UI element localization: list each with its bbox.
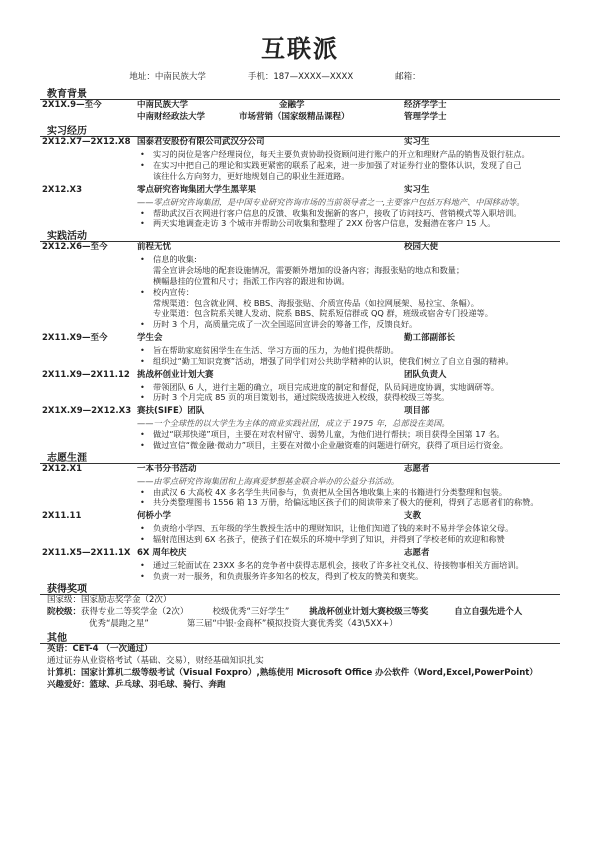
- major: 市场营销（国家级精品课程）: [239, 112, 350, 123]
- others-list: [40, 644, 560, 692]
- list-item: 常规渠道：包含就业网、校 BBS、海报张贴、介质宣传品（如拉网展架、易拉宝、条幅）。: [153, 297, 479, 308]
- activity-row: [42, 242, 560, 254]
- organization: 前程无忧: [137, 242, 172, 253]
- list-item: • 通过三轮面试在 23XX 多名的竞争者中获得志愿机会，接收了许多社交礼仪、待接物事相关方面培训。: [40, 560, 560, 571]
- school: 中南财经政法大学: [137, 112, 206, 123]
- award-national: 国家级：国家励志奖学金（2次）: [47, 594, 172, 605]
- activity-row: [42, 333, 560, 345]
- organization: 学生会: [137, 332, 163, 343]
- school: 中南民族大学: [137, 100, 189, 111]
- organization: 何桥小学: [137, 511, 172, 522]
- volunteer-row: [42, 548, 560, 560]
- education-row-2: [42, 112, 560, 124]
- email: 邮箱：: [395, 72, 421, 82]
- degree: 经济学学士: [404, 100, 447, 111]
- list-item: • 负责一对一服务，和负责服务许多知名的校友，得到了校友的赞美和褒奖。: [40, 571, 560, 582]
- section-title: 其他: [47, 631, 560, 644]
- section-title: 实践活动: [47, 229, 560, 242]
- organization: 零点研究咨询集团大学生黑苹果: [137, 184, 257, 195]
- award-school-label: 院校级：: [47, 606, 82, 617]
- list-item: • 做过“联邦快递”项目，主要在对农村留守、弱势儿童，为他们进行帮扶；项目获得全国第 17 名。: [40, 429, 560, 440]
- education-row-1: [42, 100, 560, 112]
- english-level: 英语：CET-4 （一次通过）: [47, 643, 153, 654]
- award-item: 第三届“中银·金商杯”模拟投资大赛优秀奖（43\5XX+）: [186, 618, 398, 629]
- job-row: [42, 137, 560, 149]
- org-intro: ——由零点研究咨询集团和上海真爱梦想基金联合举办的公益分书活动。: [137, 475, 400, 486]
- certificate: 通过证券从业资格考试（基础、交易），财经基础知识扎实: [47, 655, 264, 666]
- role: 志愿者: [404, 547, 430, 558]
- role: 支教: [404, 511, 422, 522]
- period: 2X1X.X9—2X12.X3: [42, 406, 132, 417]
- organization: 一本书分书活动: [137, 463, 197, 474]
- list-item: • 在实习中把自己的理论和实践更紧密的联系了起来，进一步加强了对证券行业的整体认识，发现了自己: [40, 160, 560, 171]
- list-item: • 历时 3 个月完成 85 页的项目策划书，通过院级选拔进入校级，获得校级三等奖。: [40, 392, 560, 403]
- address: 地址：中南民族大学: [129, 72, 206, 82]
- activity-row: [42, 406, 560, 418]
- organization: 国泰君安股份有限公司武汉分公司: [137, 137, 265, 148]
- role: 勤工部副部长: [404, 332, 456, 343]
- education-section: [40, 87, 560, 124]
- internship-section: [40, 124, 560, 229]
- period: 2X1X.9—至今: [42, 100, 102, 111]
- candidate-name: 互联派: [261, 35, 339, 63]
- role: 实习生: [404, 137, 430, 148]
- period: 2X11.X9—2X11.12: [42, 369, 130, 380]
- list-item: • 带领团队 6 人，进行主题的确立，项目完成进度的制定和督促，队员间进度协调，实地调研等。: [40, 382, 560, 393]
- period: 2X12.X3: [42, 184, 82, 195]
- phone: 手机：187—XXXX—XXXX: [247, 72, 354, 82]
- organization: 6X 周年校庆: [137, 547, 187, 558]
- role: 团队负责人: [404, 369, 447, 380]
- list-item: • 帮助武汉百衣网进行客户信息的反馈、收集和发掘新的客户，接收了访问技巧、营销模式等入职培训。: [40, 208, 560, 219]
- list-item: • 负责给小学四、五年级的学生教授生活中的理财知识，让他们知道了钱的来时不易并学会体谅父母。: [40, 523, 560, 534]
- volunteer-section: [40, 451, 560, 582]
- org-intro: ——零点研究咨询集团，是中国专业研究咨询市场的当前领导者之一,主要客户包括万科地产、中国移动等。: [137, 196, 525, 207]
- period: 2X12.X1: [42, 463, 82, 474]
- section-title: 实习经历: [47, 124, 560, 137]
- list-item: • 由武汉 6 大高校 4X 多名学生共同参与，负责把从全国各地收集上来的书籍进行分类整理和包装。: [40, 487, 560, 498]
- others-section: [40, 631, 560, 692]
- list-item: • 旨在帮助家庭贫困学生在生活、学习方面的压力，为他们提供帮助。: [40, 345, 560, 356]
- period: 2X12.X6—至今: [42, 242, 108, 253]
- list-item: • 共分类整理图书 1556 箱 13 万册，给偏远地区孩子们的阅读带来了极大的便利，得到了志愿者们的称赞。: [40, 497, 560, 508]
- list-item: 专业渠道：包含院系关键人发动、院系 BBS、院系短信群或 QQ 群，班级或宿舍专门投递等。: [153, 308, 493, 319]
- role: 志愿者: [404, 463, 430, 474]
- role: 项目部: [404, 406, 430, 417]
- hobbies: 兴趣爱好：篮球、乒乓球、羽毛球、骑行、奔跑: [47, 679, 226, 690]
- list-item: • 信息的收集:: [40, 254, 560, 265]
- list-item: • 做过宣信“微金融·微动力”项目，主要在对微小企业融资难的问题进行研究，获得了项目运行资金。: [40, 440, 560, 451]
- award-item: 自立自强先进个人: [454, 606, 523, 617]
- list-item: • 辐射范围达到 6X 名孩子，使孩子们在娱乐的环境中学到了知识，并得到了学校老师的欢迎和称赞: [40, 534, 560, 545]
- list-item: 横幅悬挂的位置和尺寸；指派工作内容的跟进和协调。: [153, 275, 350, 286]
- period: 2X11.11: [42, 511, 82, 522]
- award-item: 校级优秀“三好学生”: [212, 606, 290, 617]
- award-item: 优秀“晨跑之星”: [89, 618, 149, 629]
- section-title: 教育背景: [47, 87, 560, 100]
- role: 实习生: [404, 184, 430, 195]
- org-intro: ——一个全球性的以大学生为主体的商业实践社团，成立于 1975 年，总部设在美国。: [137, 418, 450, 429]
- period: 2X11.X9—至今: [42, 332, 108, 343]
- volunteer-row: [42, 464, 560, 476]
- computer-skills: 计算机：国家计算机二级等级考试（Visual Foxpro）,熟练使用 Microsoft Office 办公软件（Word,Excel,PowerPoint）: [47, 667, 538, 678]
- section-title: 志愿生涯: [47, 451, 560, 464]
- awards-section: [40, 582, 560, 631]
- award-item: 挑战杯创业计划大赛校级三等奖: [309, 606, 429, 617]
- period: 2X11.X5—2X11.1X: [42, 547, 131, 558]
- award-school-row: [47, 607, 560, 619]
- practice-section: [40, 229, 560, 451]
- organization: 挑战杯创业计划大赛: [137, 369, 214, 380]
- list-item: • 校内宣传：: [40, 287, 560, 298]
- major: 金融学: [279, 100, 305, 111]
- list-item: 该往什么方向努力，更好地规划自己的职业生涯道路。: [153, 170, 350, 181]
- awards-list: [40, 595, 560, 631]
- period: 2X12.X7—2X12.X8: [42, 137, 131, 148]
- degree: 管理学学士: [404, 112, 447, 123]
- organization: 赛扶(SIFE）团队: [137, 406, 205, 417]
- activity-row: [42, 370, 560, 382]
- award-row-2: [47, 619, 560, 631]
- award-item: 获得专业二等奖学金（2次）: [81, 606, 189, 617]
- role: 校园大使: [404, 242, 439, 253]
- job-row: [42, 185, 560, 197]
- contact-line: [10, 72, 600, 83]
- list-item: 需全宣讲会场地的配套设施情况，需要额外增加的设备内容；海报张贴的地点和数量；: [153, 265, 465, 276]
- list-item: • 组织过“勤工知识竞赛”活动，增强了同学们对公共助学精神的认识，使我们树立了自立自强的精神。: [40, 356, 560, 367]
- volunteer-row: [42, 511, 560, 523]
- list-item: • 历时 3 个月，高质量完成了一次全国巡回宣讲会的筹备工作，反馈良好。: [40, 319, 560, 330]
- list-item: • 实习的岗位是客户经理岗位，每天主要负责协助投资顾问进行账户的开立和理财产品的销售及银行驻点。: [40, 149, 560, 160]
- section-title: 获得奖项: [47, 582, 560, 595]
- list-item: • 两天实地调查走访 3 个城市并帮助公司收集和整理了 2XX 份客户信息，发掘潜在客户 15 人。: [40, 218, 560, 229]
